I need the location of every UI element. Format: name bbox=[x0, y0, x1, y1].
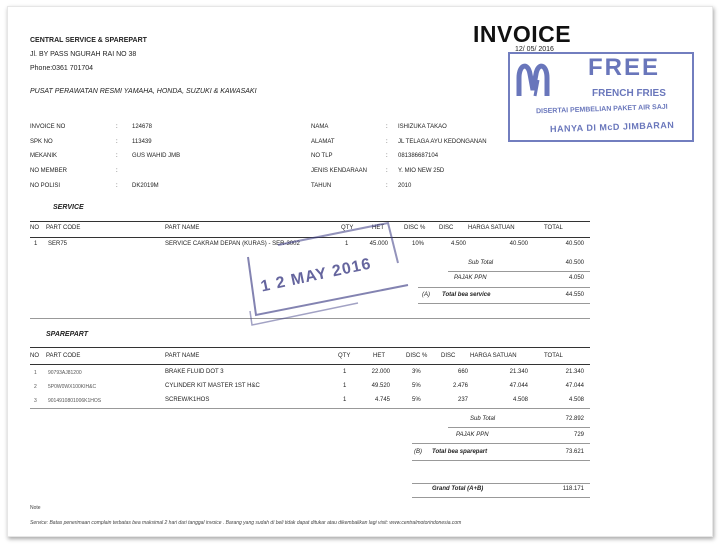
note-label: Note bbox=[30, 505, 41, 511]
stamp-line3: HANYA DI McD JIMBARAN bbox=[549, 119, 675, 135]
info-value: 113439 bbox=[132, 139, 152, 145]
info-value: JL TELAGA AYU KEDONGANAN bbox=[398, 139, 487, 145]
date-stamp-text: 1 2 MAY 2016 bbox=[259, 255, 373, 296]
column-header: PART NAME bbox=[165, 353, 200, 359]
info-label: NAMA bbox=[311, 124, 329, 130]
column-header: HARGA SATUAN bbox=[470, 353, 517, 359]
sparepart-ppn: 729 bbox=[573, 432, 584, 438]
column-header: DISC bbox=[439, 225, 454, 231]
sparepart-total: 73.621 bbox=[565, 449, 584, 455]
sparepart-heading: SPAREPART bbox=[46, 331, 89, 338]
sparepart-total-label: Total bea sparepart bbox=[432, 449, 488, 455]
column-header: DISC % bbox=[404, 225, 426, 231]
info-label: NO TLP bbox=[311, 153, 333, 159]
info-label: ALAMAT bbox=[311, 139, 335, 145]
service-total-tag: (A) bbox=[422, 292, 430, 298]
service-total: 44.550 bbox=[565, 292, 584, 298]
service-subtotal-label: Sub Total bbox=[468, 260, 494, 266]
info-label: SPK NO bbox=[30, 139, 53, 145]
divider bbox=[412, 497, 590, 498]
column-header: NO bbox=[30, 225, 39, 231]
info-label: NO MEMBER bbox=[30, 168, 68, 174]
company-tagline: PUSAT PERAWATAN RESMI YAMAHA, HONDA, SUZUKI & KAWASAKI bbox=[30, 88, 257, 95]
column-header: HARGA SATUAN bbox=[468, 225, 515, 231]
divider bbox=[448, 271, 590, 272]
divider bbox=[412, 443, 590, 444]
invoice-page: CENTRAL SERVICE & SPAREPART Jl. BY PASS NGURAH RAI NO 38 Phone:0361 701704 PUSAT PERAWATAN RESMI YAMAHA, HONDA, SUZUKI & KAWASAKI INVOICE 12/ 05/ 2016 INVOICE NO : 124678 SPK NO : 113439 MEKANIK : GUS WAHID JMB NO MEMBER : NO POLISI : DK2019M NAMA : ISHIZUKA TAKAO ALAMAT : JL TELAGA AYU KEDONGANAN NO TLP : 081386687104 JENIS KENDARAAN : Y. MIO NEW 25D TAHUN : 2010 SERVICE NO PART CODE PART NAME QTY HET DISC % DISC HARGA SATUAN TOTAL 1 SER75 SERVICE CAKRAM DEPAN (KURAS) - SER-3002 1 45.000 10% 4.500 40.500 40.500 Sub Total 40.500 PAJAK PPN 4.050 (A) Total bea service 44.550 SPAREPART NO PART CODE PART NAME QTY HET DISC % DISC HARGA SATUAN TOTAL 1 90793AJ81200 BRAKE FLUID DOT 3 1 22.000 3% 660 21.340 21.340 2 5P0W0WX100KIH&C CYLINDER KIT MASTER 1ST H&C 1 49.520 5% 2.476 47.044 47.044 3 9014910801006K1HOS SCREW/K1HOS 1 4.745 5% 237 4.508 4.508 Sub Total 72.892 PAJAK PPN 729 (B) Total bea sparepart 73.621 Grand Total (A+B) 118.171 Note Service: Batas penerimaan complain terbatas bea maksimal 2 hari dari tanggal invoice . Barang yang sudah di beli tidak dapat ditukar atau dikembalikan lagi visit: www.centralmotorindonesia.com FREE FRENCH FRIES DISERTAI PEMBELIAN PAKET AIR SAJI HANYA DI McD JIMBARAN 1 2 MAY 2016 bbox=[7, 6, 713, 537]
stamp-line1: FRENCH FRIES bbox=[592, 88, 666, 99]
info-value: DK2019M bbox=[132, 183, 159, 189]
info-value: Y. MIO NEW 25D bbox=[398, 168, 445, 174]
invoice-title: INVOICE bbox=[473, 21, 572, 47]
column-header: PART CODE bbox=[46, 353, 81, 359]
divider bbox=[30, 364, 590, 365]
column-header: TOTAL bbox=[544, 225, 563, 231]
divider bbox=[448, 427, 590, 428]
info-value: GUS WAHID JMB bbox=[132, 153, 181, 159]
column-header: HET bbox=[372, 225, 384, 231]
divider bbox=[418, 303, 590, 304]
sparepart-ppn-label: PAJAK PPN bbox=[456, 432, 489, 438]
date-stamp bbox=[238, 215, 413, 340]
service-ppn-label: PAJAK PPN bbox=[454, 275, 487, 281]
invoice-date: 12/ 05/ 2016 bbox=[515, 46, 554, 53]
divider bbox=[30, 347, 590, 348]
info-label: TAHUN bbox=[311, 183, 332, 189]
info-value: 124678 bbox=[132, 124, 153, 130]
stamp-free: FREE bbox=[588, 54, 661, 81]
service-heading: SERVICE bbox=[53, 204, 84, 211]
company-phone: Phone:0361 701704 bbox=[30, 65, 94, 72]
sparepart-subtotal: 72.892 bbox=[565, 416, 584, 422]
stamp-line2: DISERTAI PEMBELIAN PAKET AIR SAJI bbox=[535, 103, 668, 116]
column-header: DISC bbox=[441, 353, 456, 359]
info-value: ISHIZUKA TAKAO bbox=[398, 124, 447, 130]
sparepart-total-tag: (B) bbox=[414, 449, 422, 455]
grand-total-label: Grand Total (A+B) bbox=[432, 486, 484, 492]
company-address: Jl. BY PASS NGURAH RAI NO 38 bbox=[30, 51, 137, 58]
info-value: 2010 bbox=[398, 183, 412, 189]
info-label: INVOICE NO bbox=[30, 124, 66, 130]
info-value: 081386687104 bbox=[398, 153, 439, 159]
service-total-label: Total bea service bbox=[442, 292, 491, 298]
service-subtotal: 40.500 bbox=[565, 260, 584, 266]
service-note: Service: Batas penerimaan complain terbatas bea maksimal 2 hari dari tanggal invoice . Barang yang sudah di beli tidak dapat ditukar atau dikembalikan lagi visit: www.centralmotorindonesia.com bbox=[30, 520, 462, 526]
column-header: NO bbox=[30, 353, 39, 359]
divider bbox=[418, 287, 590, 288]
grand-total-value: 118.171 bbox=[562, 486, 584, 492]
sparepart-subtotal-label: Sub Total bbox=[470, 416, 496, 422]
column-header: TOTAL bbox=[544, 353, 563, 359]
column-header: HET bbox=[373, 353, 385, 359]
divider bbox=[412, 460, 590, 461]
info-label: NO POLISI bbox=[30, 183, 61, 189]
column-header: DISC % bbox=[406, 353, 428, 359]
info-label: MEKANIK bbox=[30, 153, 58, 159]
service-ppn: 4.050 bbox=[568, 275, 584, 281]
mcdonalds-stamp bbox=[508, 52, 694, 142]
divider bbox=[412, 483, 590, 484]
divider bbox=[30, 408, 590, 409]
column-header: QTY bbox=[338, 353, 351, 359]
column-header: QTY bbox=[341, 225, 354, 231]
mcdonalds-arches-icon bbox=[516, 60, 562, 98]
column-header: PART NAME bbox=[165, 225, 200, 231]
column-header: PART CODE bbox=[46, 225, 81, 231]
info-label: JENIS KENDARAAN bbox=[311, 168, 368, 174]
company-name: CENTRAL SERVICE & SPAREPART bbox=[30, 37, 147, 44]
